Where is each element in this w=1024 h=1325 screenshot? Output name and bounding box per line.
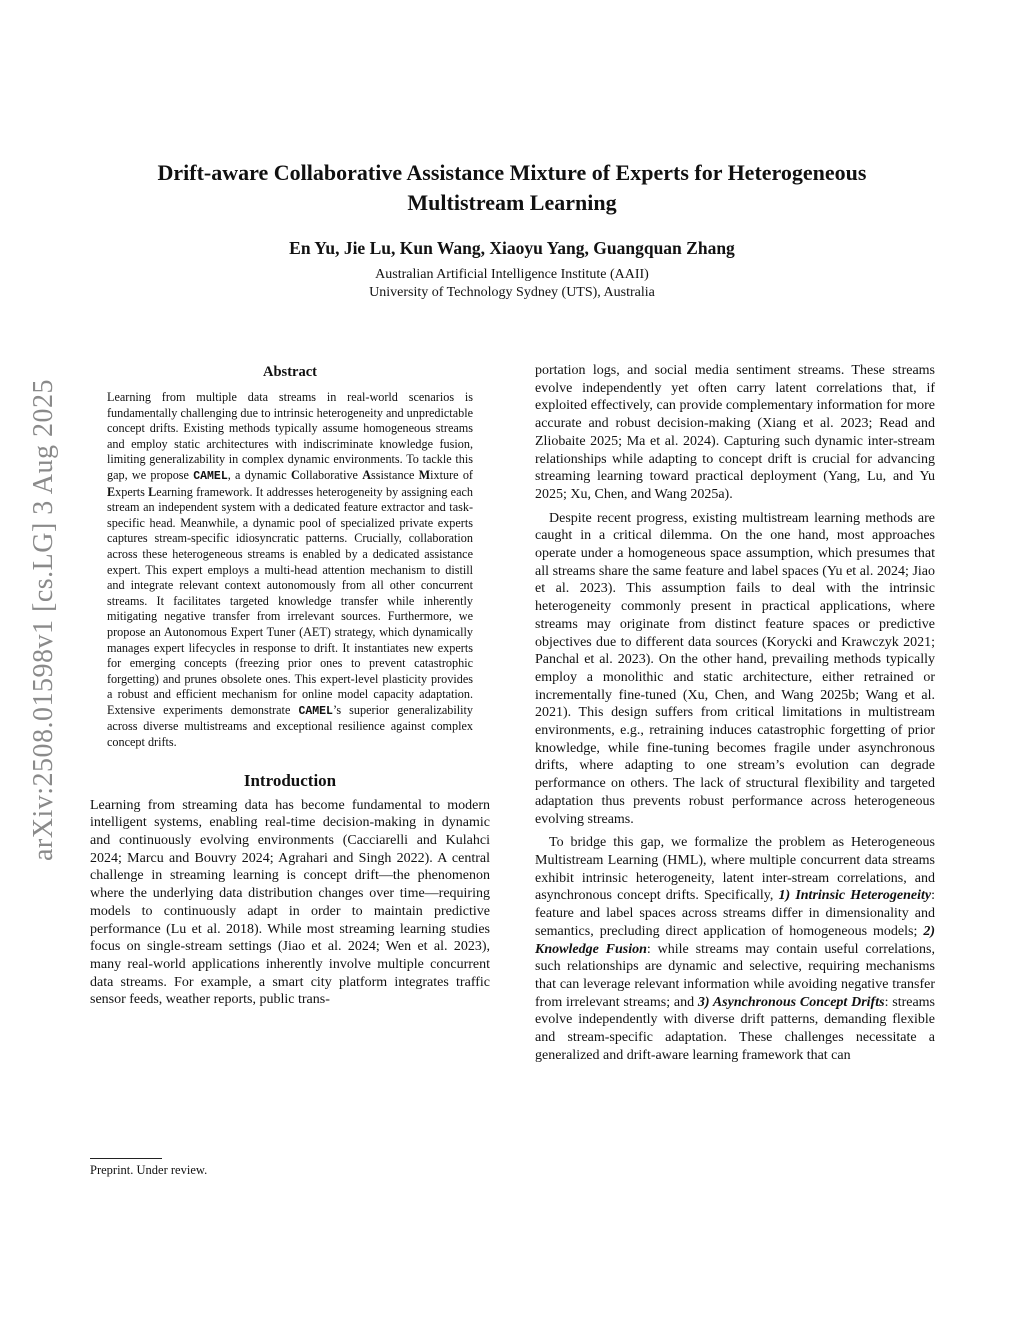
- introduction-heading: Introduction: [243, 770, 337, 790]
- abstract-part: , a dynamic: [227, 467, 291, 482]
- abstract-part: ’s superior generalizability across diverse multistreams and exceptional resilience against complex concept drifts.: [107, 702, 473, 750]
- abstract-part: earning framework. It addresses heterogeneity by assigning each stream an independent system with a dedicated feature extractor and task-specific head. Meanwhile, a dynamic pool of specialized private experts captures stream-specific idiosyncratic patterns. Crucially, collaboration across these heterogeneous streams is enabled by a dedicated assistance expert. This expert employs a multi-head attention mechanism to distill and integrate relevant context autonomously from all other concurrent streams. It facilitates targeted knowledge transfer while inherently mitigating negative transfer from irrelevant sources. Furthermore, we propose an Autonomous Expert Tuner (AET) strategy, which dynamically manages expert lifecycles in response to drift. It instantiates new experts for emerging concepts (freezing prior ones to prevent catastrophic forgetting) and prunes obsolete ones. This expert-level plasticity provides a robust and efficient mechanism for online model capacity adaptation. Extensive experiments demonstrate: [107, 484, 473, 717]
- challenge-label: 1) Intrinsic Heterogeneity: [778, 888, 932, 904]
- acronym-letter: L: [148, 484, 157, 499]
- acronym-letter: M: [418, 467, 431, 482]
- footnote-divider: [90, 1158, 162, 1159]
- method-name: CAMEL: [193, 469, 228, 483]
- abstract-heading: Abstract: [263, 364, 317, 380]
- paragraph-part: To bridge this gap, we formalize the problem as Heterogeneous Multistream Learning (HML), where multiple concurrent data streams exhibit intrinsic heterogeneity, latent inter-stream correlations, and asynchronous concept drifts. Specifically,: [535, 835, 935, 904]
- title-line-2: Multistream Learning: [407, 190, 617, 215]
- left-column: [90, 362, 490, 1009]
- footnote: Preprint. Under review.: [90, 1163, 208, 1177]
- abstract-part: Learning from multiple data streams in real-world scenarios is fundamentally challenging due to intrinsic heterogeneity and unpredictable concept drifts. Existing methods typically assume homogeneous streams and employ static architectures with indiscriminate knowledge fusion, limiting generalizability in complex dynamic environments. To tackle this gap, we propose: [107, 390, 473, 482]
- abstract-part: ssistance: [371, 467, 419, 482]
- abstract-part: ixture of: [430, 467, 473, 482]
- paragraph-part: : while streams may contain useful correlations, such relationships are dynamic and selective, requiring mechanisms that can leverage relevant information while avoiding negative transfer from irrelevant streams; and: [535, 941, 935, 1010]
- paragraph-part: : feature and label spaces across streams differ in dimensionality and semantics, precluding direct application of homogeneous models;: [535, 888, 935, 939]
- acronym-letter: C: [290, 467, 300, 482]
- challenge-label: 2) Knowledge Fusion: [535, 923, 935, 957]
- body-paragraph-2: Despite recent progress, existing multistream learning methods are caught in a critical dilemma. On the one hand, most approaches operate under a homogeneous space assumption, which presumes that all streams share the same feature and label spaces (Yu et al. 2024; Jiao et al. 2023). This assumption fails to deal with the intrinsic heterogeneity commonly present in practical applications, where streams may originate from distinct feature spaces or predictive objectives due to different data sources (Korycki and Krawczyk 2021; Panchal et al. 2023). On the other hand, prevailing methods typically employ a monolithic and static architecture, either retrained or incrementally fine-tuned (Xu, Chen, and Wang 2025b; Wang et al. 2021). This design suffers from critical limitations in multistream environments, e.g., retraining induces catastrophic forgetting of prior knowledge, while fine-tuning becomes fragile under asynchronous drifts, where adapting to one stream’s evolution can degrade performance on others. The lack of structural flexibility and targeted adaptation thus prevents robust performance across heterogeneous evolving streams.: [535, 510, 935, 827]
- affiliation-line-1: Australian Artificial Intelligence Institute (AAII): [375, 267, 649, 282]
- affiliation-line-2: University of Technology Sydney (UTS), Australia: [369, 285, 655, 300]
- acronym-letter: E: [107, 484, 116, 499]
- title-line-1: Drift-aware Collaborative Assistance Mixture of Experts for Heterogeneous: [157, 160, 867, 185]
- challenge-label: 3) Asynchronous Concept Drifts: [697, 994, 885, 1010]
- author-list: En Yu, Jie Lu, Kun Wang, Xiaoyu Yang, Guangquan Zhang: [289, 238, 735, 258]
- paragraph-part: : streams evolve independently with diverse drift patterns, demanding flexible and stream-specific adaptation. These challenges necessitate a generalized and drift-aware learning framework that can: [535, 994, 936, 1063]
- paper-title: [100, 158, 924, 218]
- method-name: CAMEL: [298, 704, 333, 718]
- arxiv-identifier: arXiv:2508.01598v1 [cs.LG] 3 Aug 2025: [28, 379, 59, 862]
- affiliation: [100, 266, 924, 302]
- abstract-text: [107, 390, 473, 751]
- right-column: [535, 362, 935, 1064]
- abstract-part: xperts: [115, 484, 149, 499]
- abstract-part: ollaborative: [299, 467, 363, 482]
- body-paragraph-1: portation logs, and social media sentiment streams. These streams evolve independently yet often carry latent correlations that, if exploited effectively, can provide complementary information for more accurate and robust decision-making (Xiang et al. 2023; Read and Zliobaite 2025; Ma et al. 2024). Capturing such dynamic inter-stream relationships while adapting to concept drift is crucial for advancing streaming learning toward practical deployment (Yang, Lu, and Yu 2025; Xu, Chen, and Wang 2025a).: [535, 363, 935, 502]
- body-paragraph-3: [535, 834, 935, 1064]
- acronym-letter: A: [362, 467, 372, 482]
- introduction-paragraph: Learning from streaming data has become fundamental to modern intelligent systems, enabling real-time decision-making in dynamic and continuously evolving environments (Cacciarelli and Kulahci 2024; Marcu and Bouvry 2024; Agrahari and Singh 2022). A central challenge in streaming learning is concept drift—the phenomenon where the underlying data distribution changes over time—requiring models to continuously adapt in order to maintain predictive performance (Lu et al. 2018). While most streaming learning studies focus on single-stream settings (Jiao et al. 2024; Wen et al. 2023), many real-world applications inherently involve multiple concurrent data streams. For example, a smart city platform integrates traffic sensor feeds, weather reports, public trans-: [90, 797, 490, 1008]
